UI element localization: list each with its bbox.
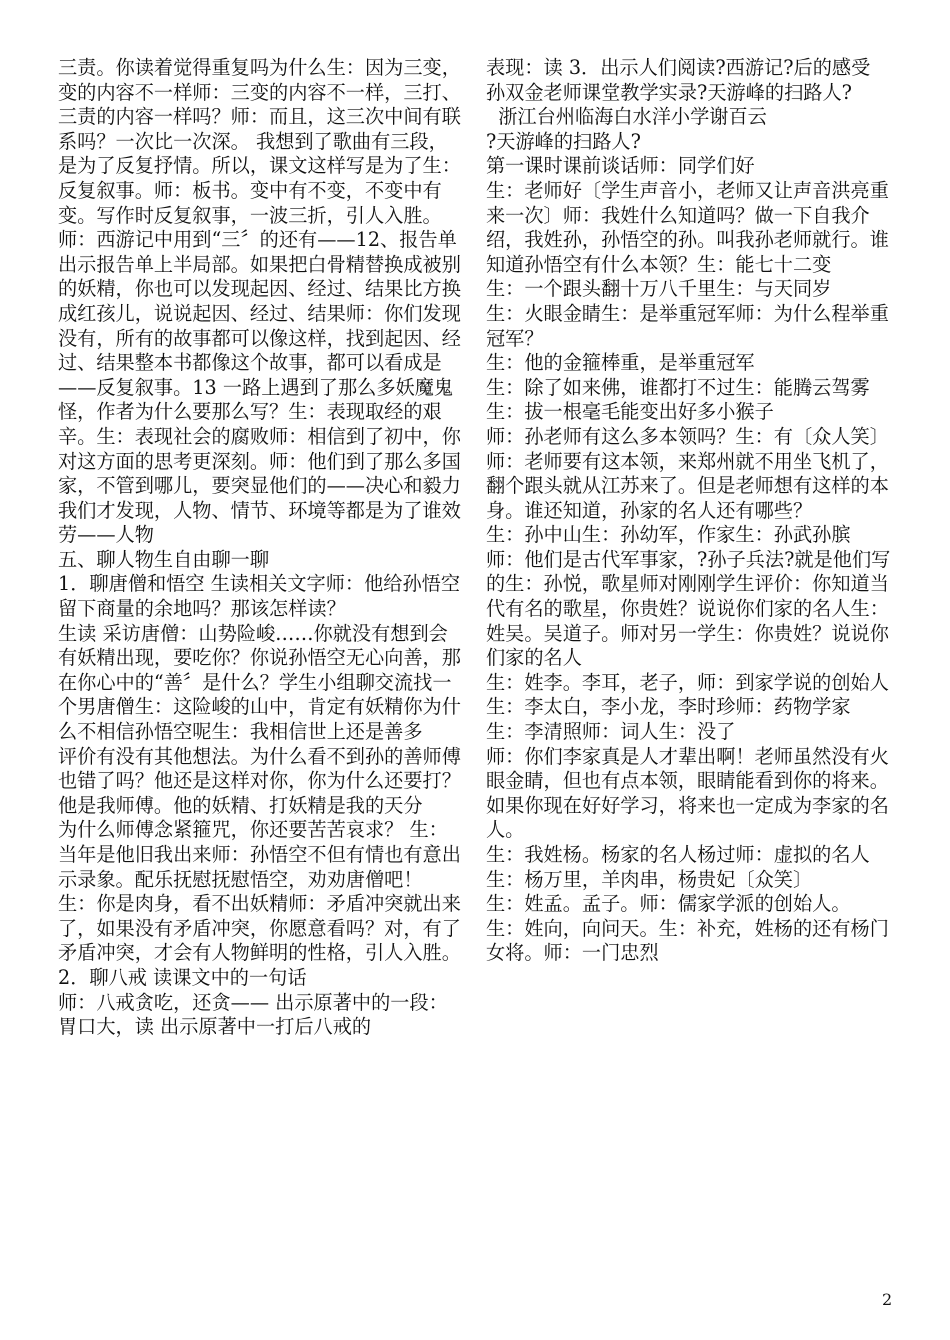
paragraph: 师：你们李家真是人才辈出啊！老师虽然没有火眼金睛，但也有点本领，眼睛能看到你的将来。如果你现在好好学习，将来也一定成为李家的名人。	[486, 744, 889, 842]
paragraph: 1．聊唐僧和悟空 生读相关文字师：他给孙悟空留下商量的余地吗？那该怎样读？	[58, 572, 461, 621]
paragraph: 三责。你读着觉得重复吗为什么生：因为三变，变的内容不一样师：三变的内容不一样，三打、三责的内容一样吗？师：而且，这三次中间有联系吗？一次比一次深。 我想到了歌曲有三段，是为了反复抒情。所以，课文这样写是为了生：反复叙事。师：板书。变中有不变，不变中有变。写作时反复叙事，一波三折，引人入胜。 师：西游记中用到“三〞的还有——12、报告单出示报告单上半局部。如果把白骨精替换成被别的妖精，你也可以发现起因、经过、结果比方换成红孩儿，说说起因、经过、结果师：你们发现没有，所有的故事都可以像这样，找到起因、经过、结果整本书都像这个故事，都可以看成是——反复叙事。13 一路上遇到了那么多妖魔鬼怪，作者为什么要那么写？生：表现取经的艰辛。生：表现社会的腐败师：相信到了初中，你对这方面的思考更深刻。师：他们到了那么多国家，不管到哪儿，要突显他们的——决心和毅力我们才发现，人物、情节、环境等都是为了谁效劳——人物	[58, 56, 461, 547]
paragraph: 生：孙中山生：孙幼军，作家生：孙武孙膑	[486, 523, 851, 547]
paragraph: 师：老师要有这本领，来郑州就不用坐飞机了，翻个跟头就从江苏来了。但是老师想有这样的本身。谁还知道，孙家的名人还有哪些？	[486, 449, 889, 522]
paragraph: 生：我姓杨。杨家的名人杨过师：虚拟的名人	[486, 843, 870, 866]
section-heading: 五、聊人物生自由聊一聊	[58, 547, 270, 571]
paragraph: 评价有没有其他想法。为什么看不到孙的善师傅也错了吗？他还是这样对你，你为什么还要打？	[58, 744, 461, 793]
paragraph: 生：他的金箍棒重，是举重冠军	[486, 351, 755, 375]
paragraph: 生：火眼金睛生：是举重冠军师：为什么程举重冠军？	[486, 301, 889, 350]
paragraph: 2．聊八戒 读课文中的一句话	[58, 965, 307, 989]
left-column	[58, 56, 466, 1040]
paragraph: 生：李清照师：词人生：没了	[486, 720, 736, 744]
paragraph: 他是我师傅。他的妖精、打妖精是我的天分	[58, 793, 423, 817]
paragraph: 生：老师好〔学生声音小，老师又让声音洪亮重来一次〕师：我姓什么知道吗？做一下自我介绍，我姓孙，孙悟空的孙。叫我孙老师就行。谁知道孙悟空有什么本领？生：能七十二变	[486, 178, 889, 276]
paragraph: 生：李太白，李小龙，李时珍师：药物学家	[486, 695, 851, 719]
paragraph: 生：拔一根毫毛能变出好多小猴子	[486, 400, 774, 424]
article-title: 孙双金老师课堂教学实录?天游峰的扫路人?	[486, 80, 852, 104]
author-line: 浙江台州临海白水洋小学谢百云	[486, 105, 767, 129]
paragraph: 生读 采访唐僧：山势险峻……你就没有想到会有妖精出现，要吃你？你说孙悟空无心向善，那在你心中的“善〞是什么？学生小组聊交流找一个男唐僧生：这险峻的山中，肯定有妖精你为什么不相信孙悟空呢生：我相信世上还是善多	[58, 621, 461, 744]
paragraph: 生：你是肉身，看不出妖精师：矛盾冲突就出来了，如果没有矛盾冲突，你愿意看吗？对，有了矛盾冲突，才会有人物鲜明的性格，引人入胜。	[58, 892, 461, 965]
paragraph: 生：一个跟头翻十万八千里生：与天同岁	[486, 277, 832, 301]
paragraph: 师：八戒贪吃，还贪—— 出示原著中的一段：胃口大，读 出示原著中一打后八戒的	[58, 990, 448, 1039]
page-number: 2	[882, 1290, 893, 1309]
paragraph: 生：姓李。李耳，老子，师：到家学说的创始人	[486, 670, 889, 694]
lesson-title: ?天游峰的扫路人?	[486, 129, 641, 153]
paragraph: 为什么师傅念紧箍咒，你还要苦苦哀求？ 生：当年是他旧我出来师：孙悟空不但有情也有意出示录象。配乐抚慰抚慰悟空，劝劝唐僧吧！	[58, 818, 461, 891]
paragraph: 第一课时课前谈话师：同学们好	[486, 154, 755, 178]
paragraph: 生：姓孟。孟子。师：儒家学派的创始人。	[486, 892, 851, 916]
paragraph: 表现：读 3．出示人们阅读?西游记?后的感受	[486, 56, 871, 79]
paragraph: 师：他们是古代军事家，?孙子兵法?就是他们写的生：孙悦，歌星师对刚刚学生评价：你知道当代有名的歌星，你贵姓？说说你们家的名人生：姓吴。吴道子。师对另一学生：你贵姓？说说你们家的名人	[486, 547, 891, 670]
paragraph: 生：除了如来佛，谁都打不过生：能腾云驾雾	[486, 375, 870, 399]
paragraph: 生：杨万里，羊肉串，杨贵妃〔众笑〕	[486, 867, 813, 891]
paragraph: 生：姓向，向问天。生：补充，姓杨的还有杨门女将。师：一门忠烈	[486, 916, 889, 965]
right-column	[486, 56, 894, 966]
paragraph: 师：孙老师有这么多本领吗？生：有〔众人笑〕	[486, 424, 889, 448]
